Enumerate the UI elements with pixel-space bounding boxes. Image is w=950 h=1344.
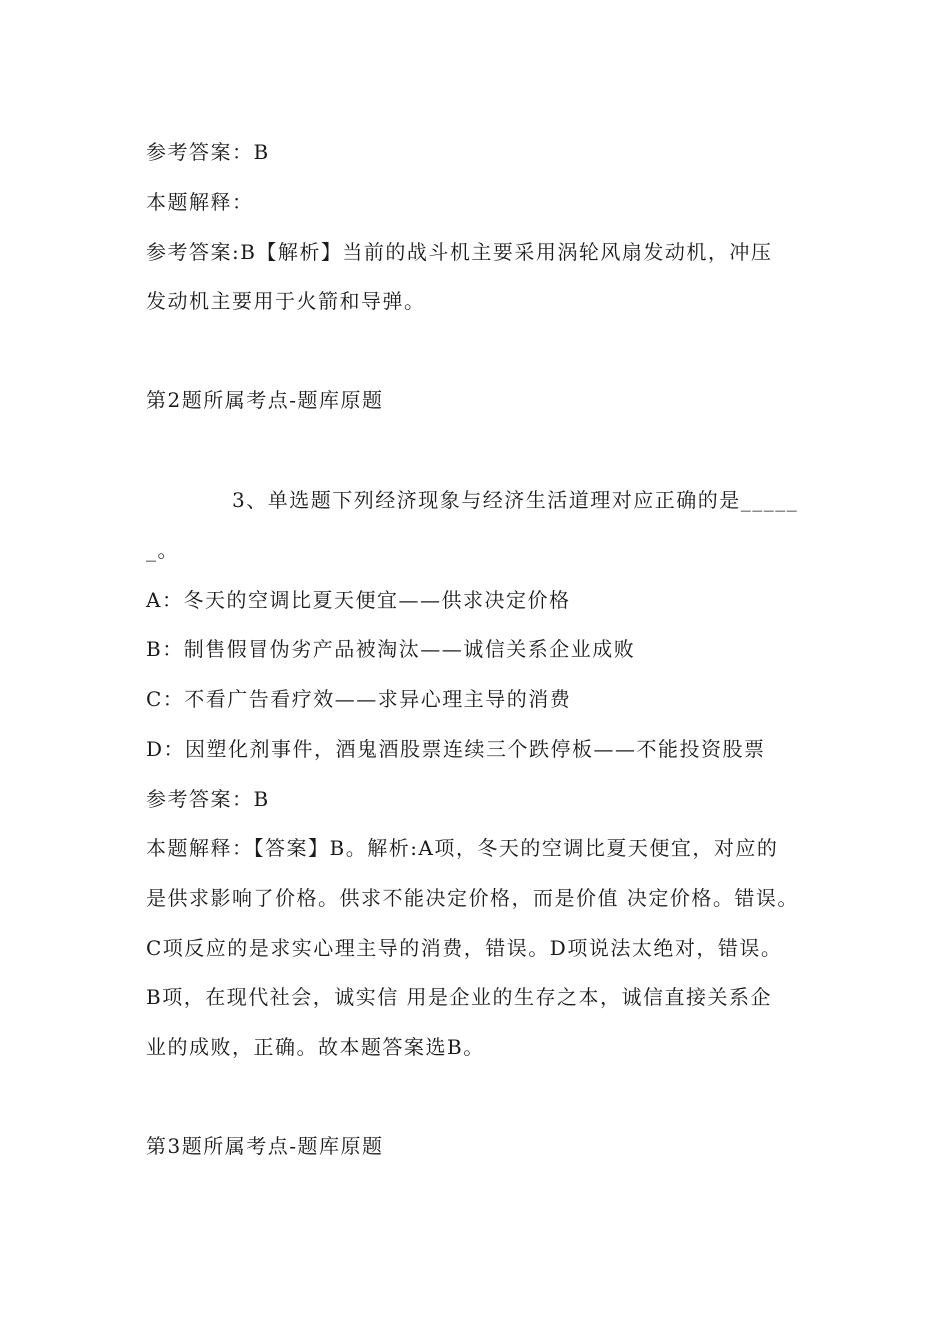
q2-source: 第2题所属考点-题库原题 (146, 388, 384, 412)
q3-question: 3、单选题下列经济现象与经济生活道理对应正确的是_____ (232, 488, 799, 512)
q1-explanation-label: 本题解释： (146, 190, 254, 214)
q3-option-a: A：冬天的空调比夏天便宜——供求决定价格 (146, 588, 571, 612)
q1-explanation-line: 发动机主要用于火箭和导弹。 (146, 289, 426, 313)
q3-source: 第3题所属考点-题库原题 (146, 1134, 384, 1158)
q3-answer: 参考答案：B (146, 787, 270, 811)
q3-explanation-line: B项，在现代社会，诚实信 用是企业的生存之本，诚信直接关系企 (146, 985, 773, 1009)
q3-option-b: B：制售假冒伪劣产品被淘汰——诚信关系企业成败 (146, 637, 636, 661)
q3-option-d: D：因塑化剂事件，酒鬼酒股票连续三个跌停板——不能投资股票 (146, 737, 766, 761)
q3-question-continued: _。 (146, 538, 179, 562)
q3-option-c: C：不看广告看疗效——求异心理主导的消费 (146, 687, 572, 711)
q1-answer: 参考答案：B (146, 140, 270, 164)
q1-explanation-line: 参考答案:B【解析】当前的战斗机主要采用涡轮风扇发动机，冲压 (146, 240, 773, 264)
q3-explanation-line: 是供求影响了价格。供求不能决定价格，而是价值 决定价格。错误。 (146, 886, 799, 910)
q3-explanation-line: C项反应的是求实心理主导的消费，错误。D项说法太绝对，错误。 (146, 936, 783, 960)
q3-explanation-line: 本题解释：【答案】B。解析:A项，冬天的空调比夏天便宜，对应的 (146, 836, 779, 860)
q3-explanation-line: 业的成败，正确。故本题答案选B。 (146, 1035, 485, 1059)
